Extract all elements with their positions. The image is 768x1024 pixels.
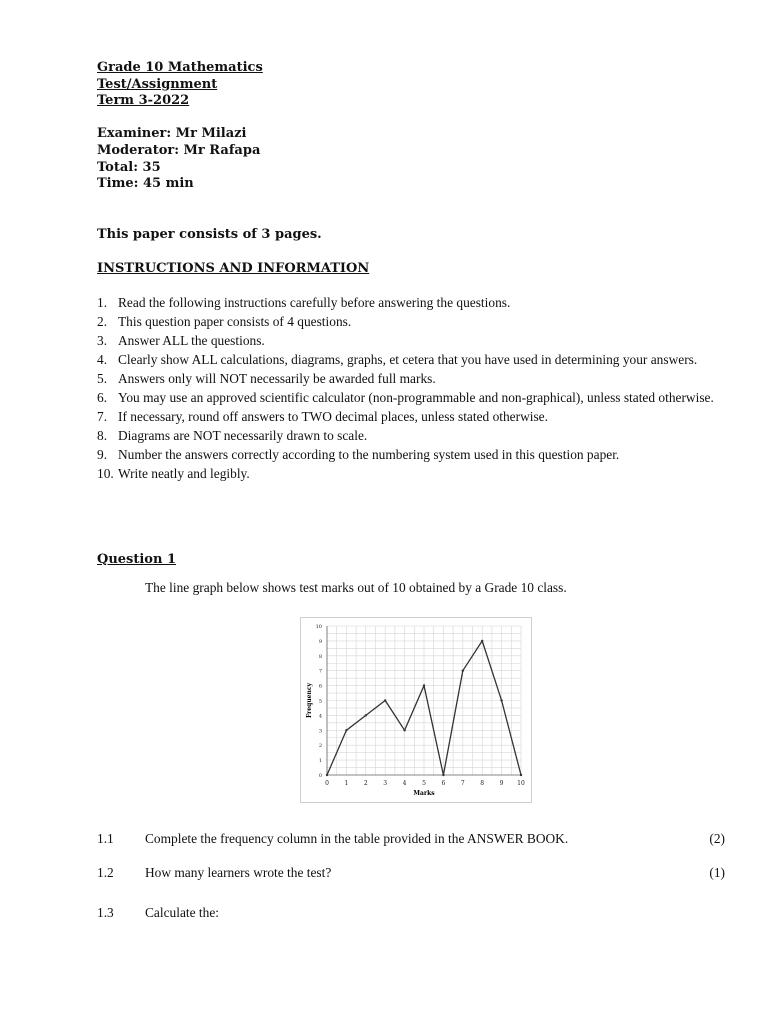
instruction-item: [97, 369, 722, 388]
instruction-number: 1.: [97, 295, 108, 310]
data-point: [365, 714, 367, 716]
instruction-text: This question paper consists of 4 questions.: [118, 314, 352, 329]
instruction-number: 8.: [97, 428, 108, 443]
y-tick-label: 0: [318, 773, 322, 779]
instruction-text: Diagrams are NOT necessarily drawn to scale.: [118, 428, 368, 443]
y-axis-label: Frequency: [306, 682, 313, 719]
subquestion-number: 1.3: [97, 905, 114, 920]
instruction-number: 10.: [97, 466, 114, 481]
x-tick-label: 4: [402, 780, 407, 787]
instruction-text: Write neatly and legibly.: [118, 466, 250, 481]
total-label: Total: 35: [97, 159, 161, 175]
instruction-text: Answer ALL the questions.: [118, 333, 265, 348]
data-point: [345, 729, 347, 731]
y-tick-label: 6: [318, 683, 322, 690]
instruction-text: If necessary, round off answers to TWO decimal places, unless stated otherwise.: [118, 409, 548, 424]
subquestion-number: 1.1: [97, 831, 114, 846]
x-tick-label: 6: [441, 780, 446, 787]
instructions-list: [97, 293, 722, 483]
data-point: [500, 699, 502, 701]
instruction-text: You may use an approved scientific calculator (non-programmable and non-graphical), unless stated otherwise.: [118, 390, 714, 405]
instruction-item: [97, 426, 722, 445]
instruction-text: Number the answers correctly according to the numbering system used in this question paper.: [118, 447, 620, 462]
instruction-item: [97, 312, 722, 331]
data-point: [462, 670, 464, 672]
y-tick-label: 8: [318, 653, 322, 660]
data-point: [423, 684, 425, 686]
instructions-title: INSTRUCTIONS AND INFORMATION: [97, 261, 370, 276]
instruction-item: [97, 350, 722, 369]
y-tick-label: 7: [318, 668, 322, 675]
subquestion-marks: (2): [709, 831, 725, 846]
x-tick-label: 5: [422, 780, 426, 787]
x-tick-label: 3: [383, 780, 388, 787]
question-1-title: Question 1: [97, 552, 177, 567]
x-tick-label: 8: [480, 780, 485, 787]
data-point: [520, 774, 522, 776]
x-tick-label: 2: [363, 780, 368, 787]
subquestion-text: How many learners wrote the test?: [145, 865, 332, 880]
x-tick-label: 1: [344, 780, 349, 787]
instruction-item: [97, 331, 722, 350]
y-tick-label: 5: [318, 698, 322, 705]
subquestion-text: Calculate the:: [145, 905, 219, 920]
instruction-number: 2.: [97, 314, 108, 329]
pages-note: This paper consists of 3 pages.: [97, 227, 322, 242]
instruction-number: 6.: [97, 390, 108, 405]
instruction-number: 3.: [97, 333, 108, 348]
moderator-label: Moderator: Mr Rafapa: [97, 142, 261, 158]
y-tick-label: 4: [318, 713, 322, 720]
y-tick-label: 3: [318, 728, 322, 735]
term-label: Term 3-2022: [97, 93, 190, 109]
x-tick-label: 10: [517, 780, 525, 787]
data-point: [384, 699, 386, 701]
x-tick-label: 9: [499, 780, 504, 787]
x-tick-label: 0: [325, 780, 329, 787]
instruction-number: 7.: [97, 409, 108, 424]
subquestion-marks: (1): [709, 865, 725, 880]
subquestion-text: Complete the frequency column in the table provided in the ANSWER BOOK.: [145, 831, 569, 846]
instruction-text: Clearly show ALL calculations, diagrams, graphs, et cetera that you have used in determining your answers.: [118, 352, 698, 367]
marks-line-chart: [300, 617, 532, 803]
examiner-label: Examiner: Mr Milazi: [97, 126, 247, 142]
instruction-item: [97, 407, 722, 426]
data-point: [403, 729, 405, 731]
y-tick-label: 10: [315, 624, 322, 630]
y-tick-label: 2: [318, 743, 322, 750]
instruction-number: 5.: [97, 371, 108, 386]
chart-grid: [327, 626, 521, 775]
instruction-item: [97, 445, 722, 464]
x-axis-label: Marks: [413, 790, 435, 797]
data-point: [481, 640, 483, 642]
paper-header: [97, 60, 263, 193]
instruction-text: Read the following instructions carefully before answering the questions.: [118, 295, 511, 310]
instruction-item: [97, 293, 722, 312]
time-label: Time: 45 min: [97, 176, 194, 192]
instruction-item: [97, 388, 722, 407]
instruction-number: 9.: [97, 447, 108, 462]
question-1-intro: The line graph below shows test marks out of 10 obtained by a Grade 10 class.: [145, 580, 567, 595]
data-point: [442, 774, 444, 776]
instruction-item: [97, 464, 722, 483]
y-tick-label: 1: [318, 758, 322, 765]
subject-title: Grade 10 Mathematics: [97, 60, 263, 75]
data-point: [326, 774, 328, 776]
instruction-text: Answers only will NOT necessarily be awarded full marks.: [118, 371, 436, 386]
x-tick-label: 7: [460, 780, 465, 787]
chart-svg: [301, 618, 531, 802]
instruction-number: 4.: [97, 352, 108, 367]
subquestion-number: 1.2: [97, 865, 114, 880]
y-tick-label: 9: [318, 638, 322, 645]
paper-type: Test/Assignment: [97, 76, 218, 92]
